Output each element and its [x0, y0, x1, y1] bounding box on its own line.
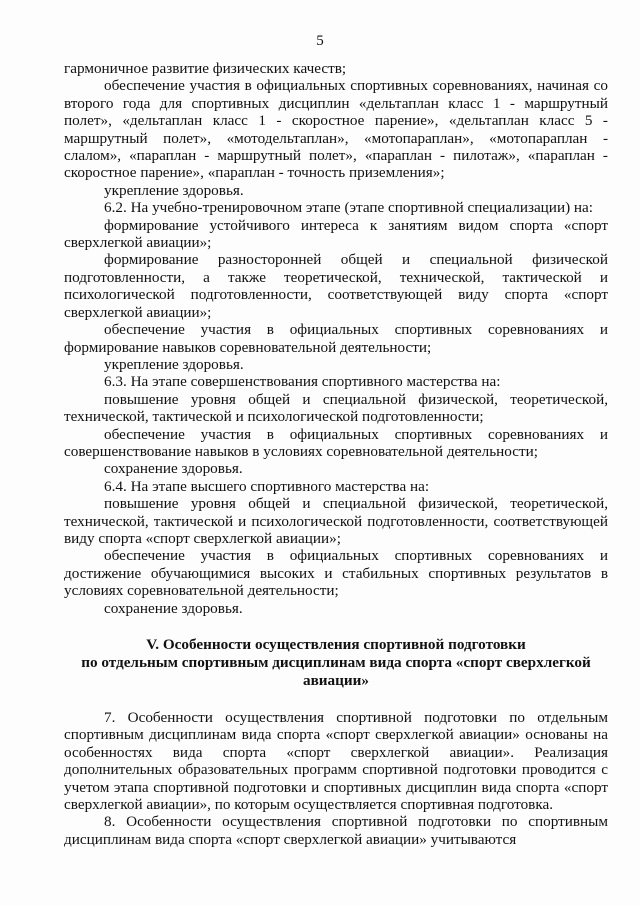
paragraph: 6.4. На этапе высшего спортивного мастерства на:	[104, 477, 430, 495]
paragraph: 8. Особенности осуществления спортивной подготовки по спортивным дисциплинам вида спорта «спорт сверхлегкой авиации» учитываются	[64, 813, 608, 848]
paragraph: формирование устойчивого интереса к занятиям видом спорта «спорт сверхлегкой авиации»;	[64, 216, 608, 252]
spacer	[64, 690, 608, 709]
section-heading: V. Особенности осуществления спортивной подготовки	[146, 636, 526, 653]
paragraph: укрепление здоровья.	[104, 355, 244, 373]
paragraph: обеспечение участия в официальных спортивных соревнованиях и формирование навыков соревновательной деятельности;	[64, 321, 608, 356]
document-body	[64, 60, 608, 848]
paragraph: сохранение здоровья.	[104, 460, 243, 478]
paragraph: формирование разносторонней общей и специальной физической подготовленности, а также теоретической, технической, тактической и психологической подготовленности, соответствующей виду спорта «спорт сверхлегкой авиации»;	[64, 251, 608, 321]
paragraph: повышение уровня общей и специальной физической, теоретической, технической, тактической и психологической подготовленности, соответствующей виду спорта «спорт сверхлегкой авиации»;	[64, 495, 608, 547]
paragraph: 6.2. На учебно-тренировочном этапе (этапе спортивной специализации) на:	[104, 199, 594, 217]
paragraph: укрепление здоровья.	[104, 181, 244, 199]
spacer	[64, 617, 608, 636]
paragraph: обеспечение участия в официальных спортивных соревнованиях и совершенствование навыков в условиях соревновательной деятельности;	[64, 425, 608, 460]
paragraph: гармоничное развитие физических качеств;	[64, 60, 347, 77]
page-number: 5	[316, 33, 324, 49]
paragraph: 7. Особенности осуществления спортивной подготовки по отдельным спортивным дисциплинам вида спорта «спорт сверхлегкой авиации» основаны на особенностях вида спорта «спорт сверхлегкой авиации». Реализация дополнительных образовательных программ спортивной подготовки проводится с учетом этапа спортивной подготовки и спортивных дисциплин вида спорта «спорт сверхлегкой авиации», по которым осуществляется спортивная подготовка.	[64, 709, 608, 814]
paragraph: 6.3. На этапе совершенствования спортивного мастерства на:	[104, 373, 501, 391]
paragraph: обеспечение участия в официальных спортивных соревнованиях, начиная со второго года для спортивных дисциплин «дельтаплан класс 1 - маршрутный полет», «дельтаплан класс 1 - скоростное парение», «дельтаплан класс 5 - маршрутный полет», «мотодельтаплан», «мотопараплан», «мотопараплан - слалом», «параплан - маршрутный полет», «параплан - пилотаж», «параплан - скоростное парение», «параплан - точность приземления»;	[64, 77, 608, 182]
paragraph: сохранение здоровья.	[104, 599, 243, 617]
paragraph: повышение уровня общей и специальной физической, теоретической, технической, тактической и психологической подготовленности;	[64, 390, 608, 426]
section-heading-subtitle: по отдельным спортивным дисциплинам вида спорта «спорт сверхлегкой авиации»	[81, 654, 591, 689]
paragraph: обеспечение участия в официальных спортивных соревнованиях и достижение обучающимися высоких и стабильных спортивных результатов в условиях соревновательной деятельности;	[64, 547, 608, 600]
